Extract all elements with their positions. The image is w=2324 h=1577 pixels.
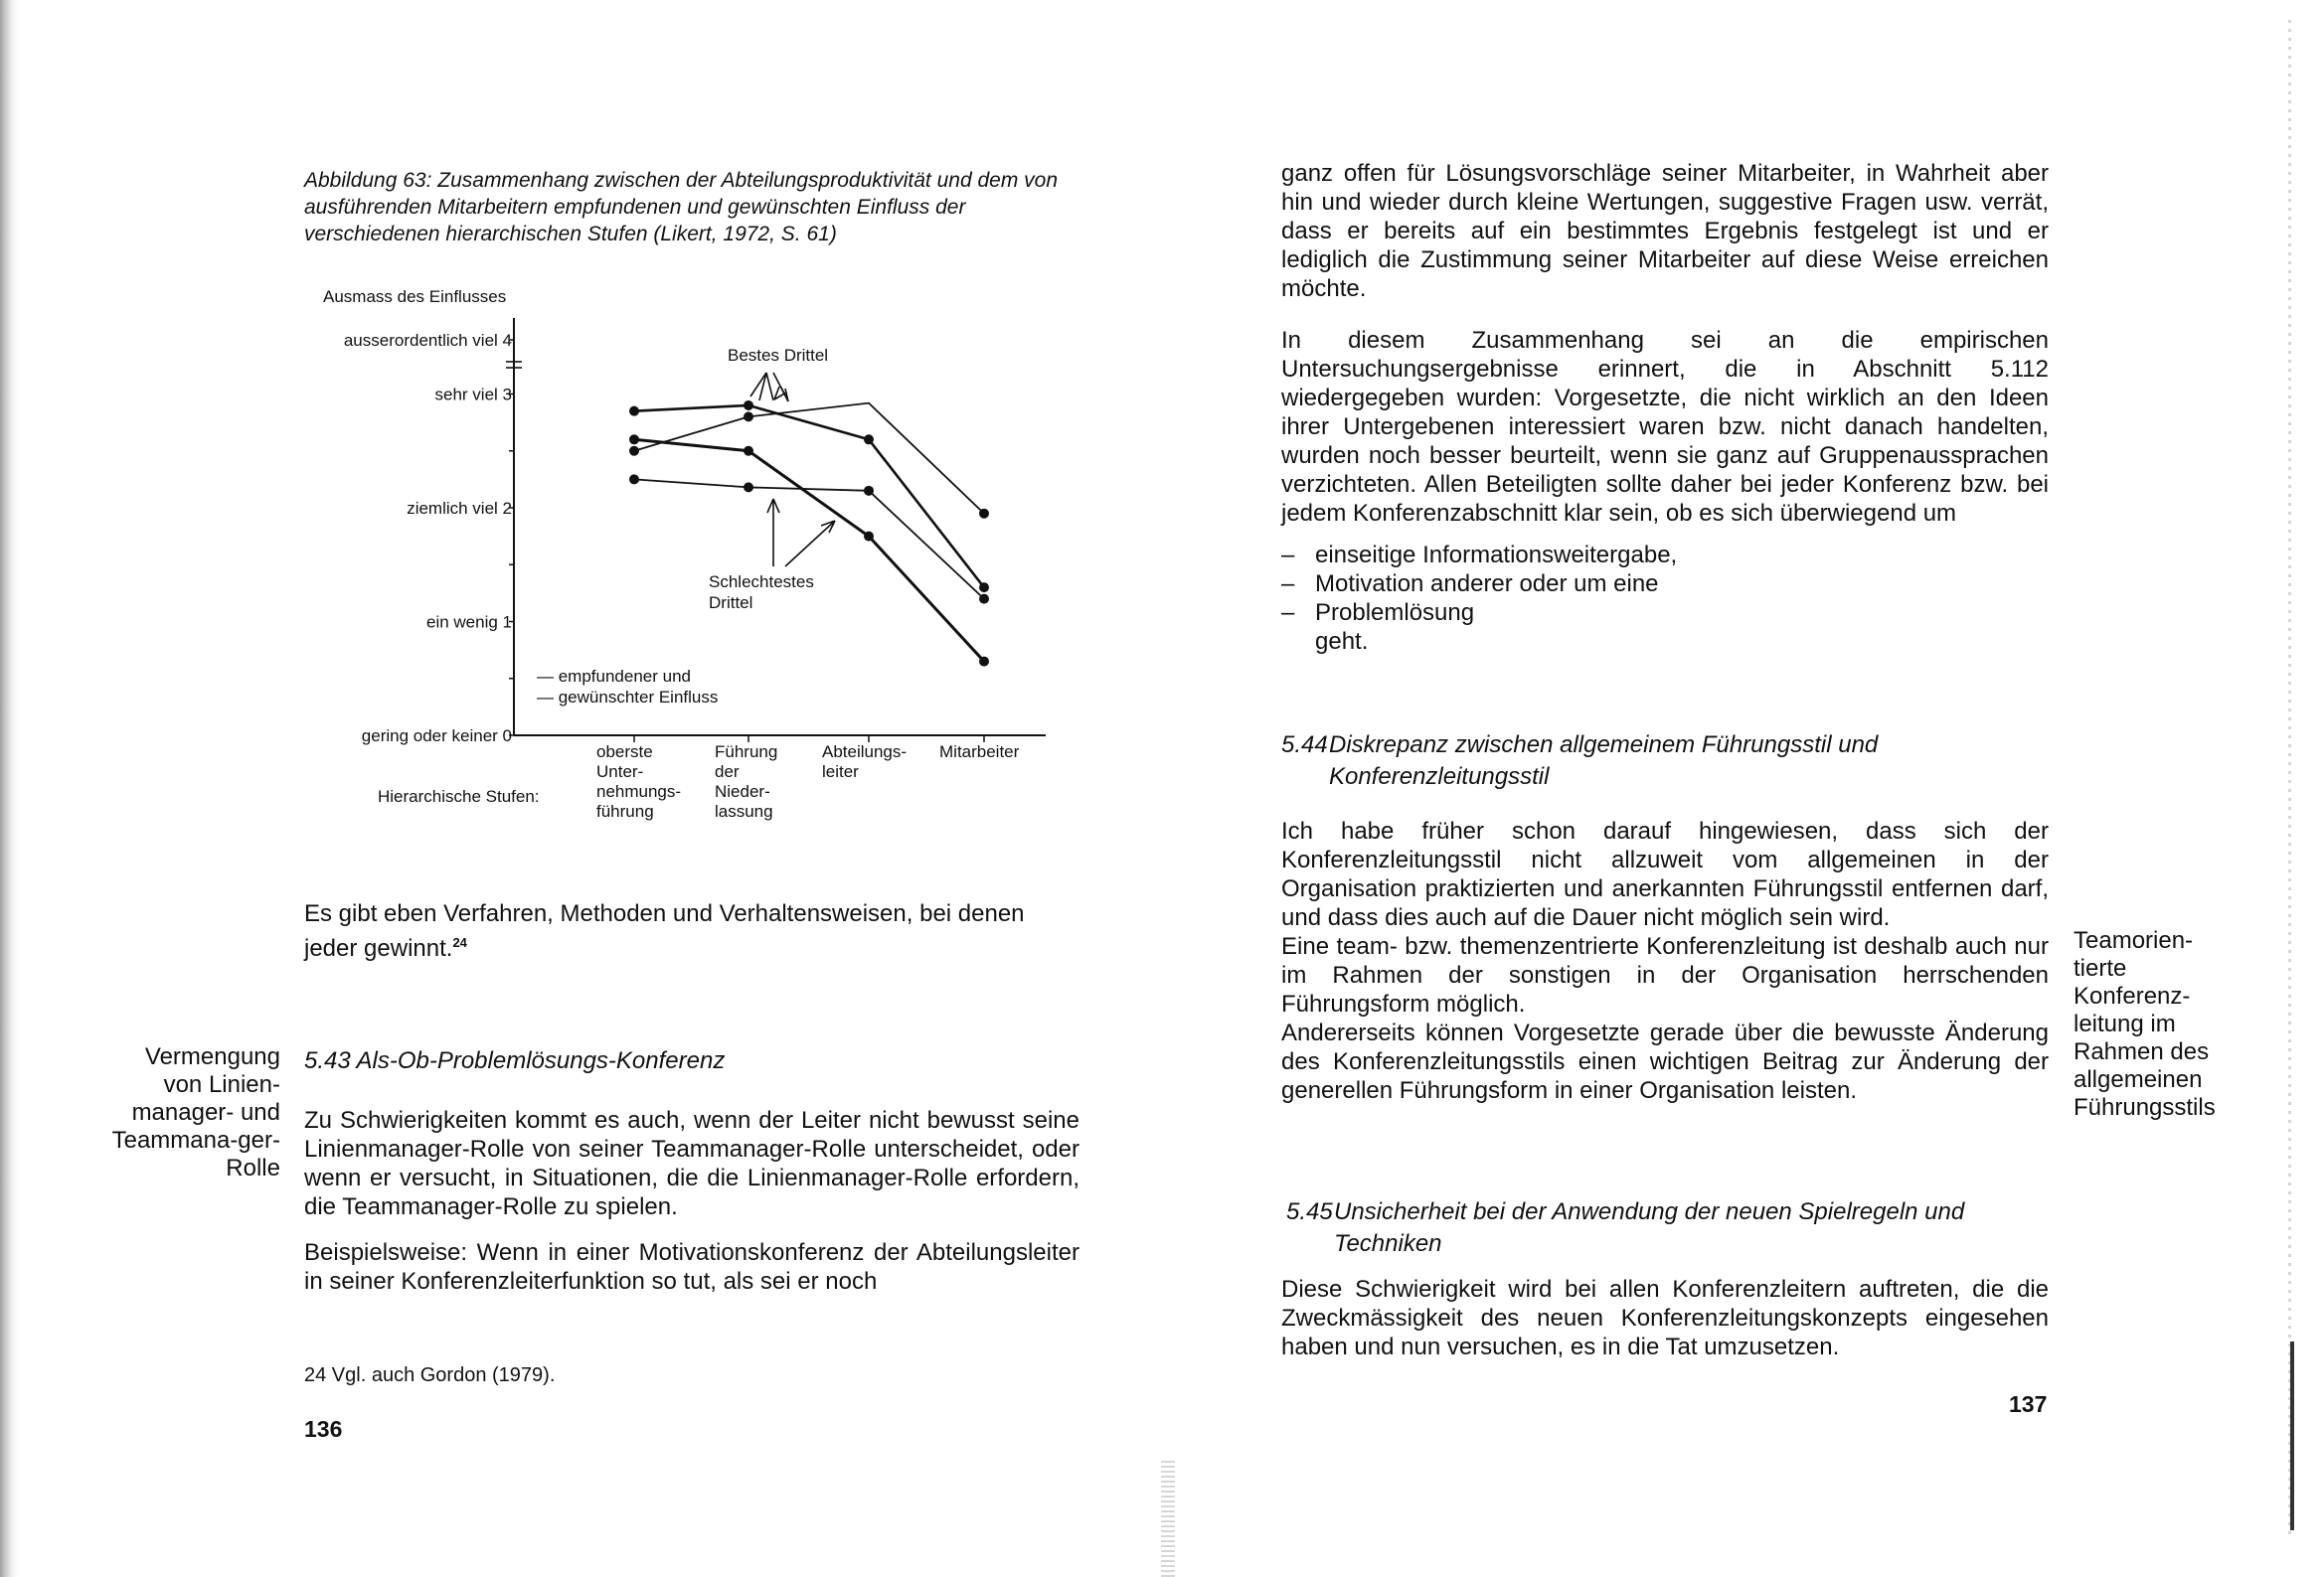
section-title: Diskrepanz zwischen allgemeinem Führungsstil und Konferenzleitungsstil: [1329, 731, 1879, 790]
paragraph-continued: ganz offen für Lösungsvorschläge seiner Mitarbeiter, in Wahrheit aber hin und wieder durch kleine Wertungen, suggestive Fragen usw. verrät, dass er bereits auf ein bestimmtes Ergebnis festgelegt ist und er lediglich die Zustimmung seiner Mitarbeiter auf diese Weise erreichen möchte.: [1281, 160, 2049, 302]
right-page: [1162, 0, 2324, 1577]
bullet-tail: geht.: [1315, 628, 1369, 655]
x-tick-label: Führung: [715, 742, 778, 761]
paragraph-win-win: [304, 899, 1079, 963]
section-heading-543: 5.43 Als-Ob-Problemlösungs-Konferenz: [304, 1047, 726, 1074]
series-group: [629, 400, 989, 667]
data-point: [864, 434, 874, 444]
footnote-ref: 24: [452, 935, 467, 950]
series-line: [634, 403, 984, 514]
page-number-right: 137: [2009, 1391, 2048, 1417]
bullet-dash: –: [1281, 542, 1295, 568]
list-item: [1281, 598, 2049, 627]
y-tick-label: gering oder keiner 0: [361, 726, 512, 745]
list-item: [1281, 569, 2049, 598]
x-axis-title: Hierarchische Stufen:: [378, 787, 540, 806]
arrow-worst-up: [767, 499, 779, 566]
data-point: [979, 594, 989, 604]
margin-note-left: Vermengung von Linien-manager- und Teammana-ger-Rolle: [111, 1043, 280, 1182]
data-point: [744, 446, 753, 456]
list-item-text: Problemlösung: [1315, 599, 1475, 626]
list-item-text: einseitige Informationsweitergabe,: [1315, 542, 1678, 568]
paragraph-difficulties: Zu Schwierigkeiten kommt es auch, wenn der Leiter nicht bewusst seine Linienmanager-Rolle von seiner Teammanager-Rolle unterscheidet, oder wenn er versucht, in Situationen, die die Linienmanager-Rolle erfordern, die Teammanager-Rolle zu spielen.: [304, 1107, 1079, 1220]
x-tick-label: lassung: [715, 802, 773, 821]
data-point: [629, 446, 639, 456]
section-number: 5.44: [1281, 731, 1328, 758]
paragraph-team-centered: Eine team- bzw. themenzentrierte Konferenzleitung ist deshalb auch nur im Rahmen der sonstigen in der Organisation herrschenden Führungsform möglich.: [1281, 933, 2049, 1018]
paragraph-example: Beispielsweise: Wenn in einer Motivationskonferenz der Abteilungsleiter in seiner Konferenzleiterfunktion so tut, als sei er noch: [304, 1239, 1079, 1295]
legend-line-1: — empfundener und: [537, 667, 691, 686]
data-point: [744, 411, 753, 421]
x-tick-label: nehmungs-: [596, 782, 682, 801]
data-point: [744, 400, 753, 410]
margin-note-right: Teamorien-tierte Konferenz-leitung im Rahmen des allgemeinen Führungsstils: [2074, 927, 2216, 1121]
paragraph-win-win-text: Es gibt eben Verfahren, Methoden und Verhaltensweisen, bei denen jeder gewinnt.: [304, 900, 1025, 962]
legend-line-2: — gewünschter Einfluss: [537, 688, 719, 707]
y-tick-label: sehr viel 3: [434, 385, 512, 404]
paragraph-change-style: Andererseits können Vorgesetzte gerade über die bewusste Änderung des Konferenzleitungsstils einen wichtigen Beitrag zur Änderung der generellen Führungsform in einer Organisation leisten.: [1281, 1020, 2049, 1104]
x-tick-label: der: [715, 762, 740, 781]
influence-chart: [298, 278, 1074, 855]
data-point: [629, 406, 639, 416]
list-item: [1281, 541, 2049, 569]
y-axis-title: Ausmass des Einflusses: [323, 287, 507, 306]
figure-caption: Abbildung 63: Zusammenhang zwischen der Abteilungsproduktivität und dem von ausführenden Mitarbeitern empfundenen und gewünschten Einfluss der verschiedenen hierarchischen Stufen (Likert, 1972, S. 61): [304, 169, 1059, 245]
section-number: 5.45: [1286, 1198, 1333, 1225]
y-tick-label: ziemlich viel 2: [407, 499, 512, 518]
arrow-best-left: [759, 373, 773, 400]
data-point: [864, 486, 874, 496]
paragraph-uncertainty: Diese Schwierigkeit wird bei allen Konferenzleitern auftreten, die die Zweckmässigkeit des neuen Konferenzleitungskonzepts eingesehen haben und nun versuchen, es in die Tat umzusetzen.: [1281, 1276, 2049, 1360]
annotation-worst-third: Schlechtestes: [709, 572, 814, 591]
section-heading-544: [1281, 729, 2037, 793]
bullet-list: [1281, 541, 2049, 656]
section-title: Unsicherheit bei der Anwendung der neuen Spielregeln und Techniken: [1334, 1198, 1965, 1257]
data-point: [864, 532, 874, 542]
x-tick-label: leiter: [822, 762, 859, 781]
x-tick-label: Mitarbeiter: [939, 742, 1020, 761]
annotation-worst-third-2: Drittel: [709, 593, 753, 612]
bullet-dash: –: [1281, 570, 1295, 597]
annotation-best-third: Bestes Drittel: [728, 346, 829, 365]
y-tick-group: [344, 331, 514, 745]
data-point: [979, 582, 989, 592]
y-tick-label: ein wenig 1: [425, 612, 512, 632]
page-number-left: 136: [304, 1416, 343, 1442]
y-tick-label: ausserordentlich viel 4: [343, 331, 512, 350]
bullet-dash: –: [1281, 599, 1295, 626]
footnote-24: 24 Vgl. auch Gordon (1979).: [304, 1364, 556, 1386]
x-tick-group: [596, 735, 1020, 821]
x-tick-label: oberste: [596, 742, 653, 761]
data-point: [979, 509, 989, 519]
data-point: [744, 482, 753, 492]
x-tick-label: führung: [596, 802, 654, 821]
data-point: [629, 474, 639, 484]
section-heading-545: [1286, 1196, 2042, 1260]
x-tick-label: Unter-: [596, 762, 644, 781]
list-item-text: Motivation anderer oder um eine: [1315, 570, 1659, 597]
x-tick-label: Nieder-: [715, 782, 770, 801]
x-tick-label: Abteilungs-: [822, 742, 908, 761]
paragraph-empirical: In diesem Zusammenhang sei an die empirischen Untersuchungsergebnisse erinnert, die in Abschnitt 5.112 wiedergegeben wurden: Vorgesetzte, die nicht wirklich an den Ideen ihrer Untergebenen interessiert waren bzw. nicht danach handelten, wurden noch besser beurteilt, wenn sie ganz auf Gruppenaussprachen verzichteten. Allen Beteiligten sollte daher bei jeder Konferenz bzw. bei jedem Konferenzabschnitt klar sein, ob es sich überwiegend um: [1281, 327, 2049, 527]
data-point: [979, 657, 989, 667]
data-point: [629, 434, 639, 444]
series-line: [634, 405, 984, 587]
paragraph-style-discrepancy: Ich habe früher schon darauf hingewiesen, dass sich der Konferenzleitungsstil nicht allzuweit vom allgemeinen in der Organisation praktizierten und anerkannten Führungsstil entfernen darf, und dass dies auch auf die Dauer nicht möglich sein wird.: [1281, 818, 2049, 931]
annotation-arrows: [750, 373, 835, 566]
arrow-worst-diag: [785, 521, 835, 566]
